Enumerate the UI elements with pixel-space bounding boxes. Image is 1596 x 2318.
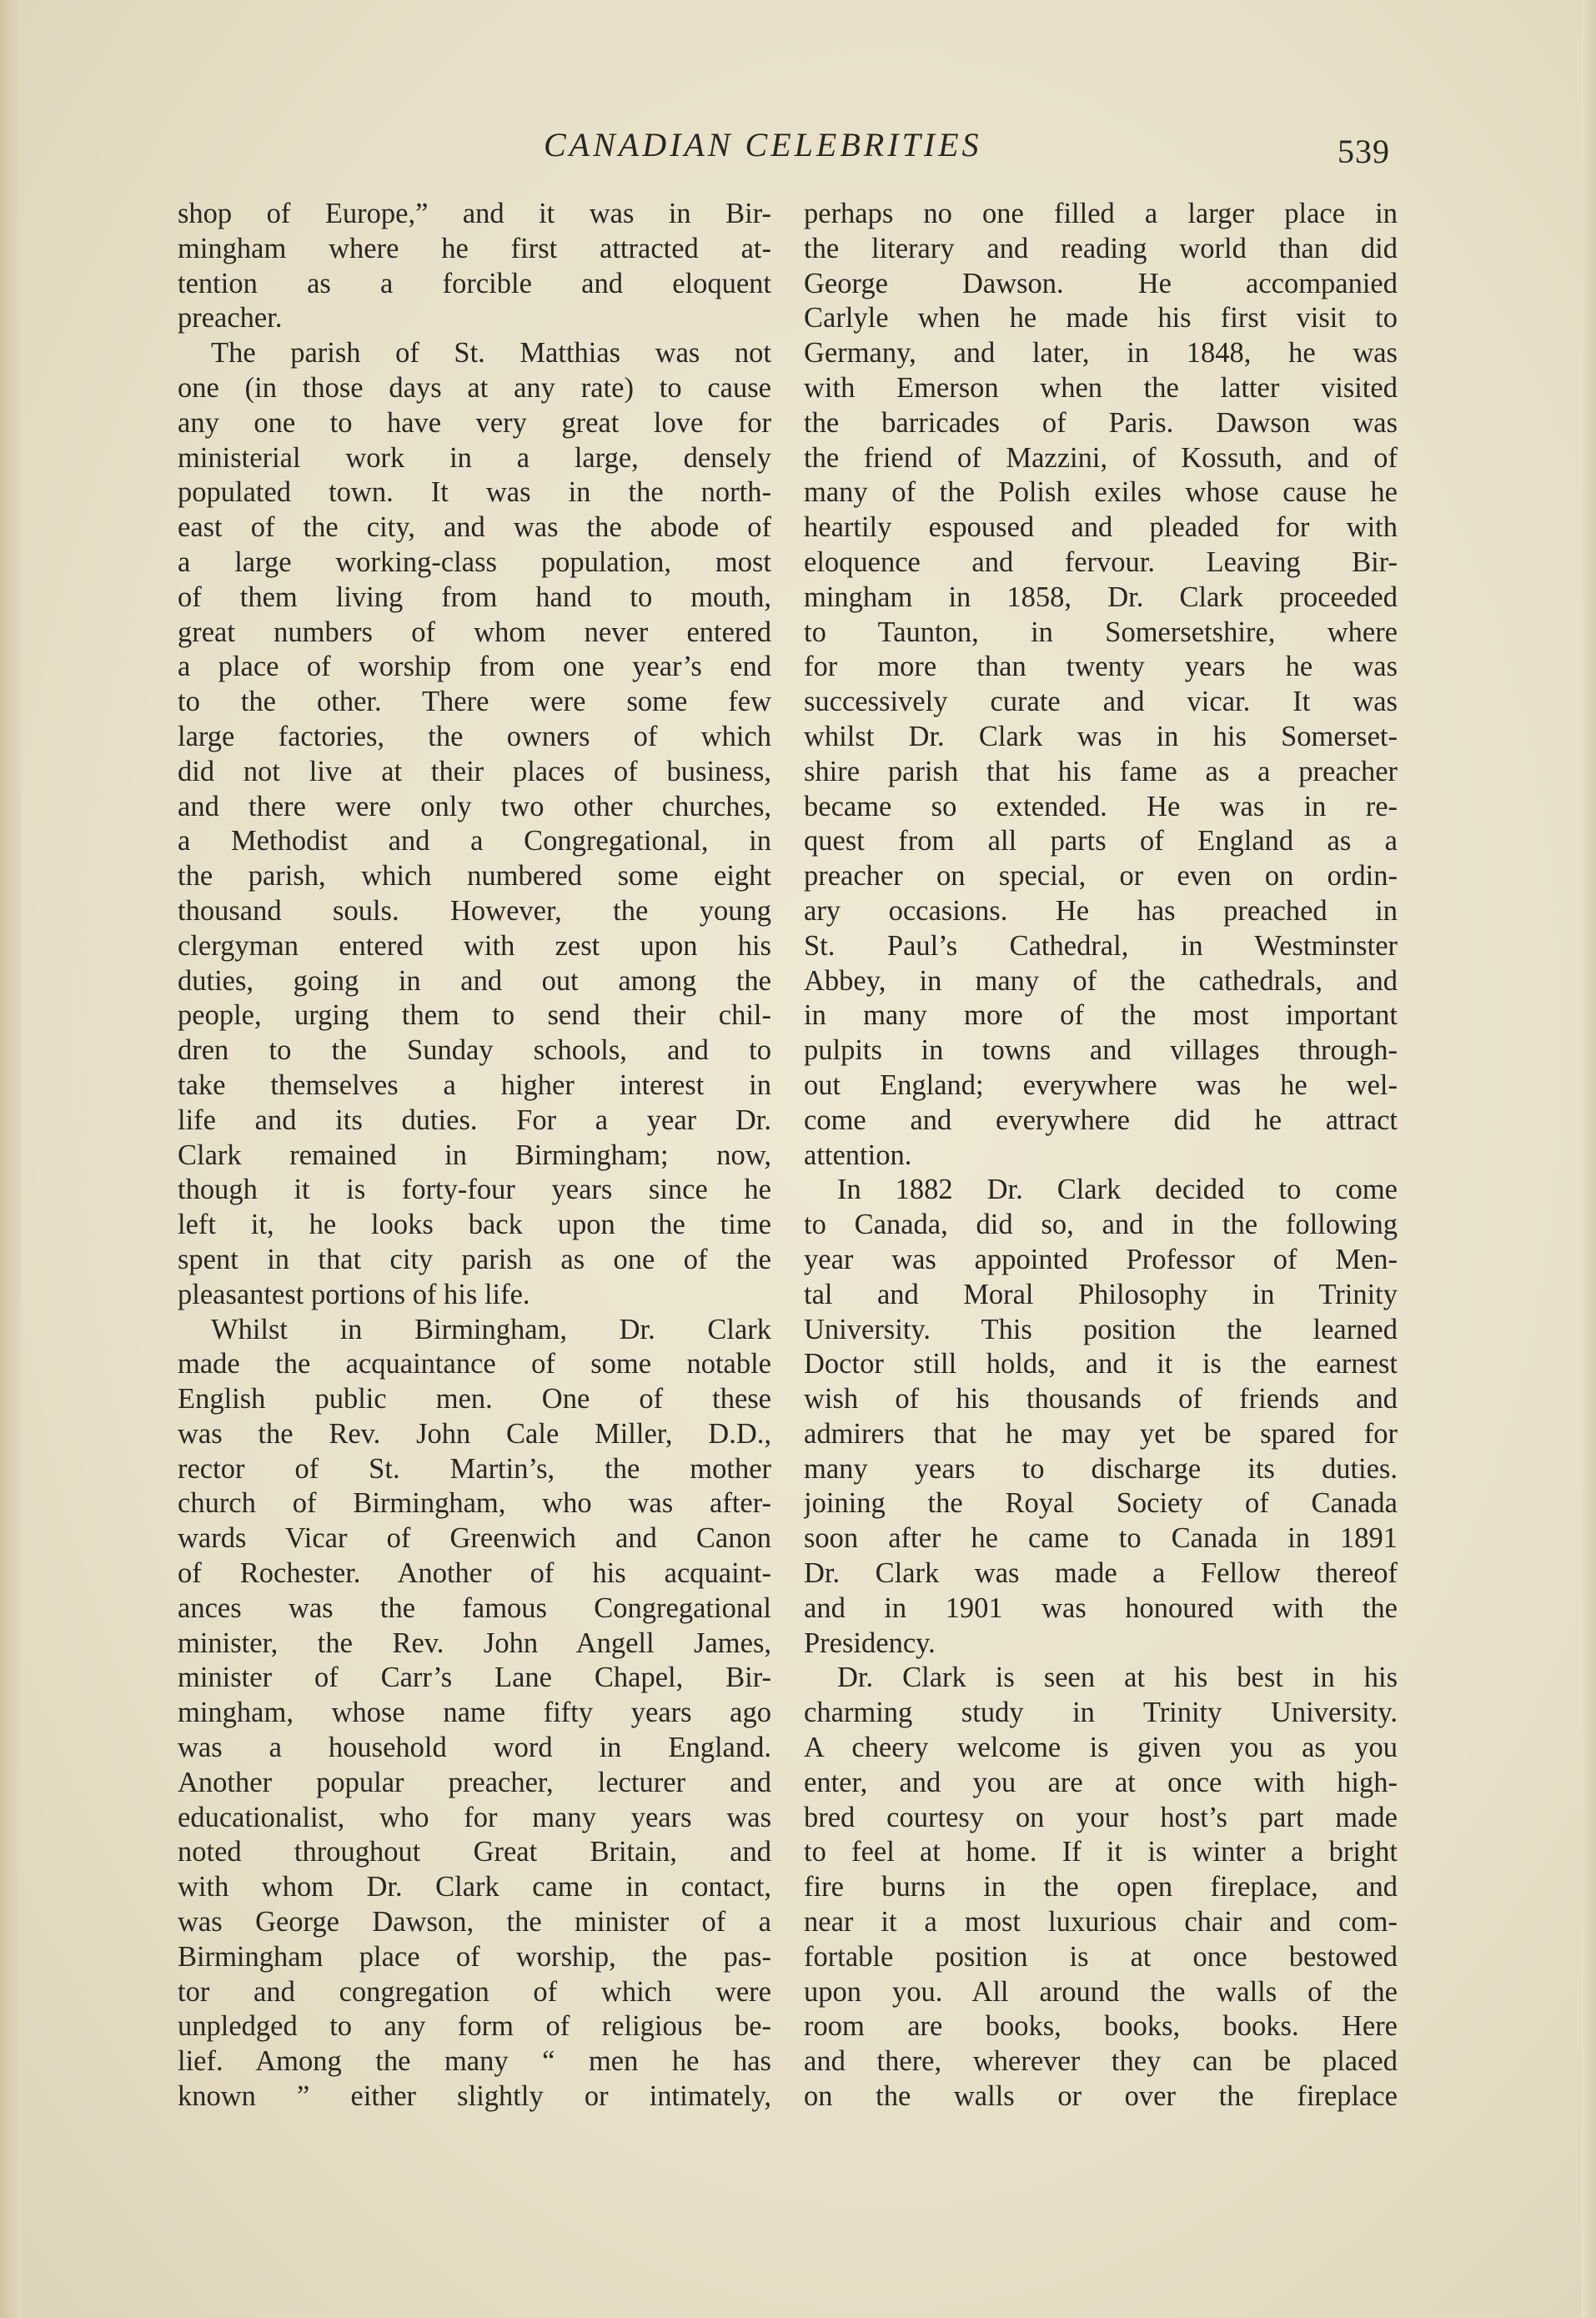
text-line: shire parish that his fame as a preacher — [804, 755, 1398, 787]
text-line: Carlyle when he made his first visit to — [804, 302, 1398, 334]
text-line: duties, going in and out among the — [178, 964, 771, 997]
text-line: English public men. One of these — [178, 1383, 771, 1415]
text-line: Abbey, in many of the cathedrals, and — [804, 964, 1398, 997]
text-line: left it, he looks back upon the time — [178, 1209, 771, 1241]
text-line: and in 1901 was honoured with the — [804, 1591, 1398, 1624]
text-line: Presidency. — [804, 1627, 936, 1659]
text-line: The parish of St. Matthias was not — [211, 337, 771, 370]
text-line: unpledged to any form of religious be- — [178, 2010, 771, 2043]
text-line: on the walls or over the fireplace — [804, 2080, 1398, 2113]
text-line: and there were only two other churches, — [178, 790, 771, 822]
text-line: quest from all parts of England as a — [804, 825, 1398, 857]
text-line: became so extended. He was in re- — [804, 790, 1398, 822]
text-line: pleasantest portions of his life. — [178, 1278, 530, 1310]
text-line: minister, the Rev. John Angell James, — [178, 1627, 771, 1659]
text-line: Another popular preacher, lecturer and — [178, 1766, 771, 1798]
text-line: people, urging them to send their chil- — [178, 999, 771, 1032]
text-line: a place of worship from one year’s end — [178, 651, 771, 683]
text-line: one (in those days at any rate) to cause — [178, 371, 771, 404]
text-line: educationalist, who for many years was — [178, 1801, 771, 1833]
text-line: the friend of Mazzini, of Kossuth, and of — [804, 441, 1398, 474]
text-line: Whilst in Birmingham, Dr. Clark — [211, 1313, 771, 1345]
text-line: a Methodist and a Congregational, in — [178, 825, 771, 857]
text-line: attention. — [804, 1139, 912, 1171]
text-line: shop of Europe,” and it was in Bir- — [178, 198, 771, 229]
text-line: eloquence and fervour. Leaving Bir- — [804, 546, 1398, 578]
text-line: ministerial work in a large, densely — [178, 441, 771, 474]
text-line: many of the Polish exiles whose cause he — [804, 476, 1398, 509]
text-line: charming study in Trinity University. — [804, 1697, 1398, 1729]
text-line: preacher. — [178, 302, 283, 334]
text-line: successively curate and vicar. It was — [804, 686, 1398, 718]
text-line: any one to have very great love for — [178, 406, 771, 439]
text-line: ary occasions. He has preached in — [804, 894, 1398, 927]
text-line: was George Dawson, the minister of a — [178, 1906, 771, 1938]
text-line: out England; everywhere was he wel- — [804, 1068, 1398, 1101]
text-line: whilst Dr. Clark was in his Somerset- — [804, 720, 1398, 752]
text-line: take themselves a higher interest in — [178, 1068, 771, 1101]
text-line: enter, and you are at once with high- — [804, 1766, 1398, 1798]
text-line: George Dawson. He accompanied — [804, 267, 1398, 299]
right-text-column — [804, 197, 1398, 2114]
text-line: church of Birmingham, who was after- — [178, 1487, 771, 1520]
text-line: mingham, whose name fifty years ago — [178, 1697, 771, 1729]
text-line: was the Rev. John Cale Miller, D.D., — [178, 1417, 771, 1450]
text-line: life and its duties. For a year Dr. — [178, 1104, 771, 1136]
text-line: to feel at home. If it is winter a bright — [804, 1836, 1398, 1868]
text-line: in many more of the most important — [804, 999, 1398, 1032]
text-line: clergyman entered with zest upon his — [178, 929, 771, 962]
text-line: thousand souls. However, the young — [178, 894, 771, 927]
text-line: heartily espoused and pleaded for with — [804, 511, 1398, 544]
text-line: of Rochester. Another of his acquaint- — [178, 1557, 771, 1590]
text-line: tor and congregation of which were — [178, 1975, 771, 2008]
text-line: wish of his thousands of friends and — [804, 1383, 1398, 1415]
text-line: soon after he came to Canada in 1891 — [804, 1522, 1398, 1555]
text-line: wards Vicar of Greenwich and Canon — [178, 1522, 771, 1555]
text-line: the parish, which numbered some eight — [178, 860, 771, 893]
text-line: near it a most luxurious chair and com- — [804, 1906, 1398, 1938]
text-line: Clark remained in Birmingham; now, — [178, 1139, 771, 1171]
text-line: Germany, and later, in 1848, he was — [804, 337, 1398, 370]
page-edge — [1581, 0, 1596, 2318]
text-line: lief. Among the many “ men he has — [178, 2045, 771, 2078]
text-line: and there, wherever they can be placed — [804, 2045, 1398, 2078]
text-line: populated town. It was in the north- — [178, 476, 771, 509]
text-line: fortable position is at once bestowed — [804, 1940, 1398, 1973]
text-line: pulpits in towns and villages through- — [804, 1034, 1398, 1067]
text-line: Doctor still holds, and it is the earnest — [804, 1348, 1398, 1380]
text-line: known ” either slightly or intimately, — [178, 2080, 771, 2113]
text-line: bred courtesy on your host’s part made — [804, 1801, 1398, 1833]
left-text-column — [178, 197, 771, 2114]
text-line: rector of St. Martin’s, the mother — [178, 1452, 771, 1485]
text-line: great numbers of whom never entered — [178, 616, 771, 648]
text-line: to Taunton, in Somersetshire, where — [804, 616, 1398, 648]
text-line: tention as a forcible and eloquent — [178, 267, 771, 299]
text-line: A cheery welcome is given you as you — [804, 1732, 1398, 1764]
text-line: St. Paul’s Cathedral, in Westminster — [804, 929, 1398, 962]
text-line: University. This position the learned — [804, 1313, 1398, 1345]
text-line: of them living from hand to mouth, — [178, 581, 771, 613]
text-line: made the acquaintance of some notable — [178, 1348, 771, 1380]
text-line: preacher on special, or even on ordin- — [804, 860, 1398, 893]
text-line: east of the city, and was the abode of — [178, 511, 771, 544]
text-line: come and everywhere did he attract — [804, 1104, 1398, 1136]
text-line: minister of Carr’s Lane Chapel, Bir- — [178, 1662, 771, 1694]
text-line: large factories, the owners of which — [178, 720, 771, 752]
text-line: tal and Moral Philosophy in Trinity — [804, 1278, 1398, 1310]
text-line: was a household word in England. — [178, 1732, 771, 1764]
text-line: upon you. All around the walls of the — [804, 1975, 1398, 2008]
text-line: fire burns in the open fireplace, and — [804, 1871, 1398, 1903]
text-line: Birmingham place of worship, the pas- — [178, 1940, 771, 1973]
text-line: perhaps no one filled a larger place in — [804, 198, 1398, 229]
text-line: joining the Royal Society of Canada — [804, 1487, 1398, 1520]
text-line: Dr. Clark was made a Fellow thereof — [804, 1557, 1398, 1590]
text-line: with Emerson when the latter visited — [804, 371, 1398, 404]
text-line: for more than twenty years he was — [804, 651, 1398, 683]
text-line: to the other. There were some few — [178, 686, 771, 718]
binding-edge — [0, 0, 22, 2318]
text-line: with whom Dr. Clark came in contact, — [178, 1871, 771, 1903]
text-line: many years to discharge its duties. — [804, 1452, 1398, 1485]
text-line: to Canada, did so, and in the following — [804, 1209, 1398, 1241]
running-title: CANADIAN CELEBRITIES — [544, 126, 982, 163]
text-line: the barricades of Paris. Dawson was — [804, 406, 1398, 439]
text-line: ances was the famous Congregational — [178, 1591, 771, 1624]
text-line: though it is forty-four years since he — [178, 1174, 771, 1206]
text-line: admirers that he may yet be spared for — [804, 1417, 1398, 1450]
text-line: Dr. Clark is seen at his best in his — [837, 1662, 1398, 1694]
text-line: spent in that city parish as one of the — [178, 1243, 771, 1275]
text-line: the literary and reading world than did — [804, 232, 1398, 264]
text-line: dren to the Sunday schools, and to — [178, 1034, 771, 1067]
text-line: a large working-class population, most — [178, 546, 771, 578]
text-line: noted throughout Great Britain, and — [178, 1836, 771, 1868]
text-line: year was appointed Professor of Men- — [804, 1243, 1398, 1275]
text-line: mingham in 1858, Dr. Clark proceeded — [804, 581, 1398, 613]
text-line: In 1882 Dr. Clark decided to come — [837, 1174, 1398, 1206]
text-line: mingham where he first attracted at- — [178, 232, 771, 264]
page-number: 539 — [1338, 133, 1390, 170]
text-line: did not live at their places of business, — [178, 755, 771, 787]
text-line: room are books, books, books. Here — [804, 2010, 1398, 2043]
